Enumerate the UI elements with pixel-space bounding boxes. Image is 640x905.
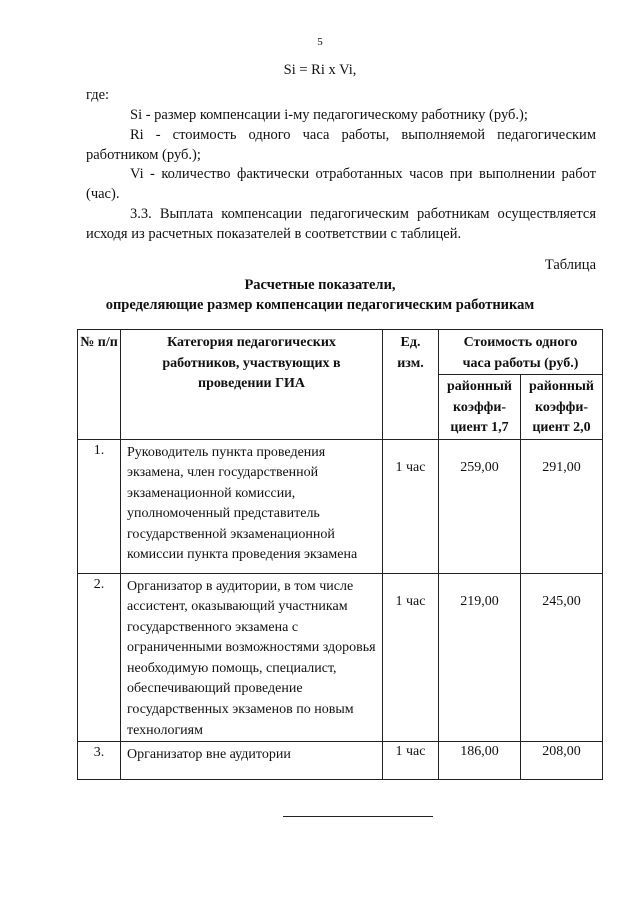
clause-3-3: 3.3. Выплата компенсации педагогическим работникам осуществляется исходя из расчетных показателей в соответствии с таблицей. bbox=[86, 206, 596, 242]
table-row bbox=[78, 439, 603, 573]
row-coef-2-0: 291,00 bbox=[521, 439, 603, 573]
header-coef-2-0: районный коэффи-циент 2,0 bbox=[521, 375, 603, 440]
header-unit: Ед. изм. bbox=[383, 330, 439, 440]
table-row bbox=[78, 742, 603, 780]
row-num: 1. bbox=[78, 439, 121, 573]
definition-ri: Ri - стоимость одного часа работы, выполняемой педагогическим работником (руб.); bbox=[86, 127, 596, 163]
table-row bbox=[78, 573, 603, 742]
header-coef-1-7: районный коэффи-циент 1,7 bbox=[439, 375, 521, 440]
row-coef-1-7: 186,00 bbox=[439, 742, 521, 780]
row-num: 3. bbox=[78, 742, 121, 780]
table-title-line2: определяющие размер компенсации педагогическим работникам bbox=[105, 297, 535, 313]
row-unit: 1 час bbox=[383, 439, 439, 573]
row-unit: 1 час bbox=[383, 742, 439, 780]
header-cost: Стоимость одного часа работы (руб.) bbox=[439, 330, 603, 375]
row-category: Организатор в аудитории, в том числе ассистент, оказывающий участникам государственного экзамена с ограниченными возможностями здоровья необходимую помощь, специалист, обеспечивающий проведение государственных экзаменов по новым технологиям bbox=[121, 573, 383, 742]
row-category: Руководитель пункта проведения экзамена, член государственной экзаменационной комиссии, уполномоченный представитель государственной экзаменационной комиссии пункта проведения экзамена bbox=[121, 439, 383, 573]
definition-vi: Vi - количество фактически отработанных часов при выполнении работ (час). bbox=[86, 166, 596, 202]
row-coef-1-7: 219,00 bbox=[439, 573, 521, 742]
formula: Si = Ri x Vi, bbox=[283, 62, 357, 78]
row-num: 2. bbox=[78, 573, 121, 742]
definition-si: Si - размер компенсации i-му педагогическому работнику (руб.); bbox=[130, 107, 528, 123]
footer-divider bbox=[283, 816, 433, 817]
table-title-line1: Расчетные показатели, bbox=[244, 277, 396, 293]
page-number: 5 bbox=[317, 36, 323, 48]
row-coef-2-0: 208,00 bbox=[521, 742, 603, 780]
where-label: где: bbox=[86, 87, 110, 103]
row-category: Организатор вне аудитории bbox=[121, 742, 383, 780]
compensation-table bbox=[77, 329, 603, 780]
header-category: Категория педагогических работников, участвующих в проведении ГИА bbox=[121, 330, 383, 440]
row-coef-1-7: 259,00 bbox=[439, 439, 521, 573]
row-unit: 1 час bbox=[383, 573, 439, 742]
header-num: № п/п bbox=[78, 330, 121, 440]
table-caption: Таблица bbox=[544, 257, 596, 273]
row-coef-2-0: 245,00 bbox=[521, 573, 603, 742]
